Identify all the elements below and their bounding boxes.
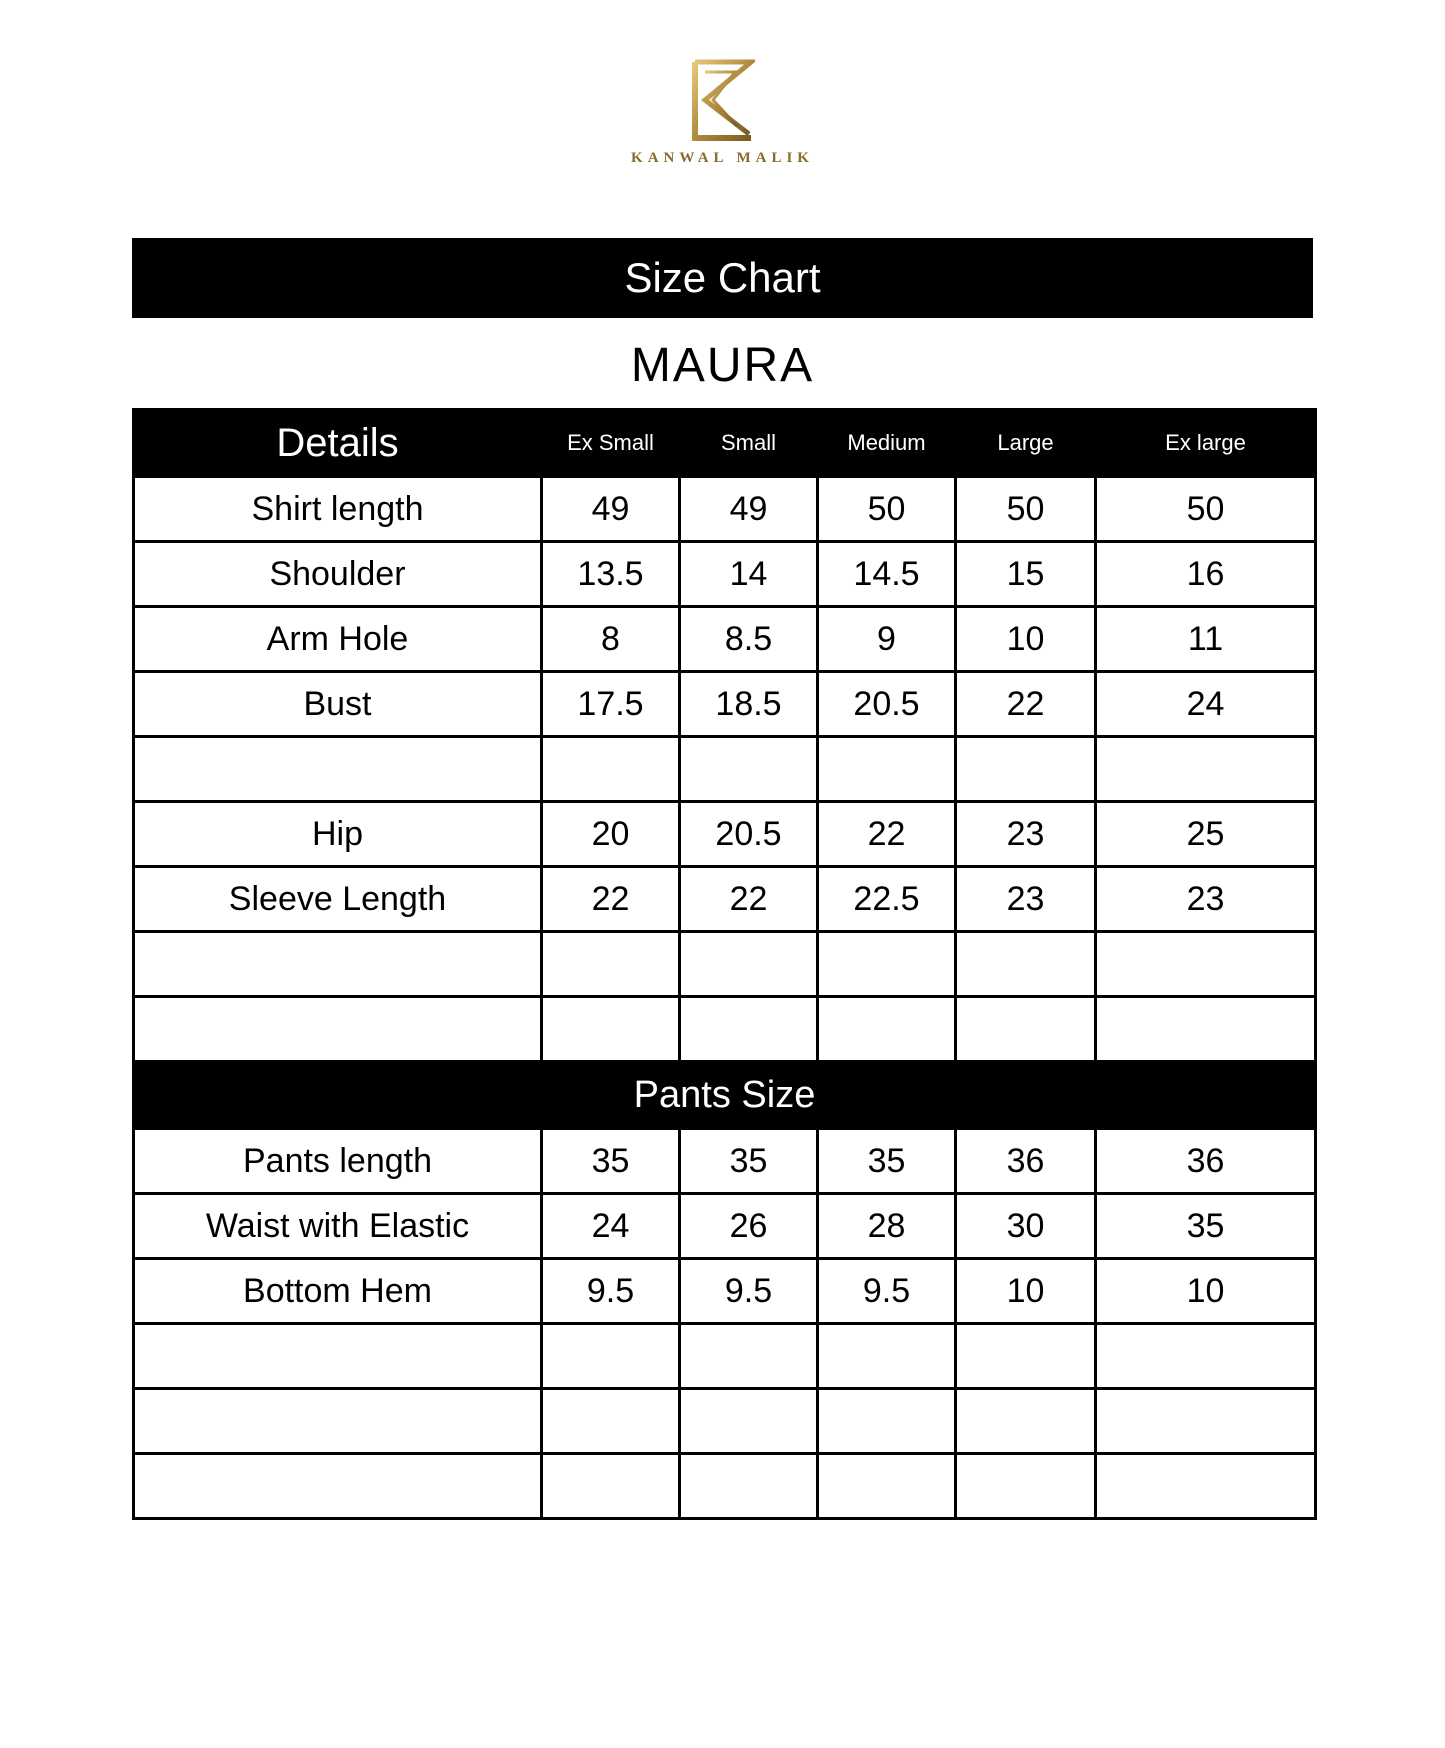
measurement-cell — [1096, 1454, 1316, 1519]
size-header: Medium — [818, 410, 956, 477]
table-row — [134, 1194, 1316, 1259]
measurement-cell: 13.5 — [542, 542, 680, 607]
measurement-cell: 23 — [956, 867, 1096, 932]
banner-title: Size Chart — [624, 254, 821, 301]
brand-logo — [0, 58, 1445, 167]
measurement-cell: 35 — [818, 1129, 956, 1194]
measurement-cell — [542, 1324, 680, 1389]
measurement-cell — [818, 932, 956, 997]
measurement-cell — [1096, 737, 1316, 802]
row-label — [134, 1454, 542, 1519]
measurement-cell: 20.5 — [680, 802, 818, 867]
row-label: Waist with Elastic — [134, 1194, 542, 1259]
measurement-cell: 8.5 — [680, 607, 818, 672]
table-row — [134, 1389, 1316, 1454]
row-label: Shoulder — [134, 542, 542, 607]
row-label — [134, 997, 542, 1062]
table-row — [134, 542, 1316, 607]
table-row — [134, 802, 1316, 867]
row-label: Bust — [134, 672, 542, 737]
measurement-cell: 8 — [542, 607, 680, 672]
pants-section-title: Pants Size — [134, 1062, 1316, 1129]
row-label: Bottom Hem — [134, 1259, 542, 1324]
measurement-cell — [956, 997, 1096, 1062]
measurement-cell — [680, 737, 818, 802]
measurement-cell: 36 — [956, 1129, 1096, 1194]
measurement-cell: 15 — [956, 542, 1096, 607]
table-row — [134, 1454, 1316, 1519]
measurement-cell: 50 — [956, 477, 1096, 542]
measurement-cell — [818, 1324, 956, 1389]
measurement-cell: 11 — [1096, 607, 1316, 672]
measurement-cell — [818, 1454, 956, 1519]
table-row — [134, 672, 1316, 737]
measurement-cell: 10 — [956, 1259, 1096, 1324]
measurement-cell: 23 — [1096, 867, 1316, 932]
measurement-cell — [818, 997, 956, 1062]
measurement-cell — [680, 932, 818, 997]
row-label — [134, 737, 542, 802]
measurement-cell: 35 — [1096, 1194, 1316, 1259]
size-header: Ex Small — [542, 410, 680, 477]
measurement-cell: 25 — [1096, 802, 1316, 867]
row-label — [134, 1389, 542, 1454]
measurement-cell — [542, 737, 680, 802]
measurement-cell: 10 — [1096, 1259, 1316, 1324]
measurement-cell — [542, 1454, 680, 1519]
measurement-cell — [542, 997, 680, 1062]
measurement-cell: 36 — [1096, 1129, 1316, 1194]
row-label — [134, 932, 542, 997]
measurement-cell — [680, 1324, 818, 1389]
measurement-cell: 20 — [542, 802, 680, 867]
measurement-cell — [1096, 1389, 1316, 1454]
measurement-cell — [542, 1389, 680, 1454]
table-row — [134, 1324, 1316, 1389]
measurement-cell — [542, 932, 680, 997]
row-label — [134, 1324, 542, 1389]
measurement-cell — [956, 1454, 1096, 1519]
measurement-cell: 16 — [1096, 542, 1316, 607]
table-row — [134, 997, 1316, 1062]
measurement-cell: 18.5 — [680, 672, 818, 737]
measurement-cell: 50 — [818, 477, 956, 542]
brand-name: KANWAL MALIK — [631, 150, 814, 166]
measurement-cell: 9.5 — [542, 1259, 680, 1324]
measurement-cell: 49 — [680, 477, 818, 542]
kanwal-malik-logo-icon — [691, 58, 755, 144]
measurement-cell: 24 — [1096, 672, 1316, 737]
measurement-cell — [956, 932, 1096, 997]
size-header: Small — [680, 410, 818, 477]
measurement-cell: 22 — [680, 867, 818, 932]
measurement-cell: 14.5 — [818, 542, 956, 607]
size-chart-banner — [132, 238, 1313, 318]
measurement-cell: 9.5 — [680, 1259, 818, 1324]
measurement-cell: 10 — [956, 607, 1096, 672]
table-row — [134, 932, 1316, 997]
size-header: Ex large — [1096, 410, 1316, 477]
row-label: Pants length — [134, 1129, 542, 1194]
measurement-cell — [1096, 1324, 1316, 1389]
measurement-cell — [680, 997, 818, 1062]
table-row — [134, 737, 1316, 802]
measurement-cell: 23 — [956, 802, 1096, 867]
measurement-cell: 22 — [956, 672, 1096, 737]
row-label: Arm Hole — [134, 607, 542, 672]
measurement-cell — [680, 1389, 818, 1454]
measurement-cell: 35 — [542, 1129, 680, 1194]
measurement-cell: 26 — [680, 1194, 818, 1259]
measurement-cell: 50 — [1096, 477, 1316, 542]
table-row — [134, 1129, 1316, 1194]
measurement-cell: 49 — [542, 477, 680, 542]
measurement-cell: 22.5 — [818, 867, 956, 932]
row-label: Hip — [134, 802, 542, 867]
measurement-cell: 22 — [542, 867, 680, 932]
table-row — [134, 867, 1316, 932]
measurement-cell: 30 — [956, 1194, 1096, 1259]
measurement-cell: 22 — [818, 802, 956, 867]
measurement-cell: 28 — [818, 1194, 956, 1259]
product-name: MAURA — [630, 339, 815, 392]
measurement-cell: 20.5 — [818, 672, 956, 737]
measurement-cell: 9 — [818, 607, 956, 672]
size-header: Large — [956, 410, 1096, 477]
measurement-cell — [818, 737, 956, 802]
measurement-cell — [1096, 997, 1316, 1062]
measurement-cell — [956, 1389, 1096, 1454]
row-label: Shirt length — [134, 477, 542, 542]
measurement-cell — [956, 1324, 1096, 1389]
measurement-cell — [956, 737, 1096, 802]
table-row — [134, 607, 1316, 672]
table-row — [134, 1259, 1316, 1324]
measurement-cell: 24 — [542, 1194, 680, 1259]
measurement-cell — [818, 1389, 956, 1454]
measurement-cell: 17.5 — [542, 672, 680, 737]
table-row — [134, 477, 1316, 542]
row-label: Sleeve Length — [134, 867, 542, 932]
measurement-cell: 14 — [680, 542, 818, 607]
table-header-row — [134, 410, 1316, 477]
measurement-cell: 9.5 — [818, 1259, 956, 1324]
details-header: Details — [134, 410, 542, 477]
measurement-cell — [680, 1454, 818, 1519]
pants-section-row — [134, 1062, 1316, 1129]
size-table — [132, 408, 1317, 1520]
measurement-cell: 35 — [680, 1129, 818, 1194]
measurement-cell — [1096, 932, 1316, 997]
